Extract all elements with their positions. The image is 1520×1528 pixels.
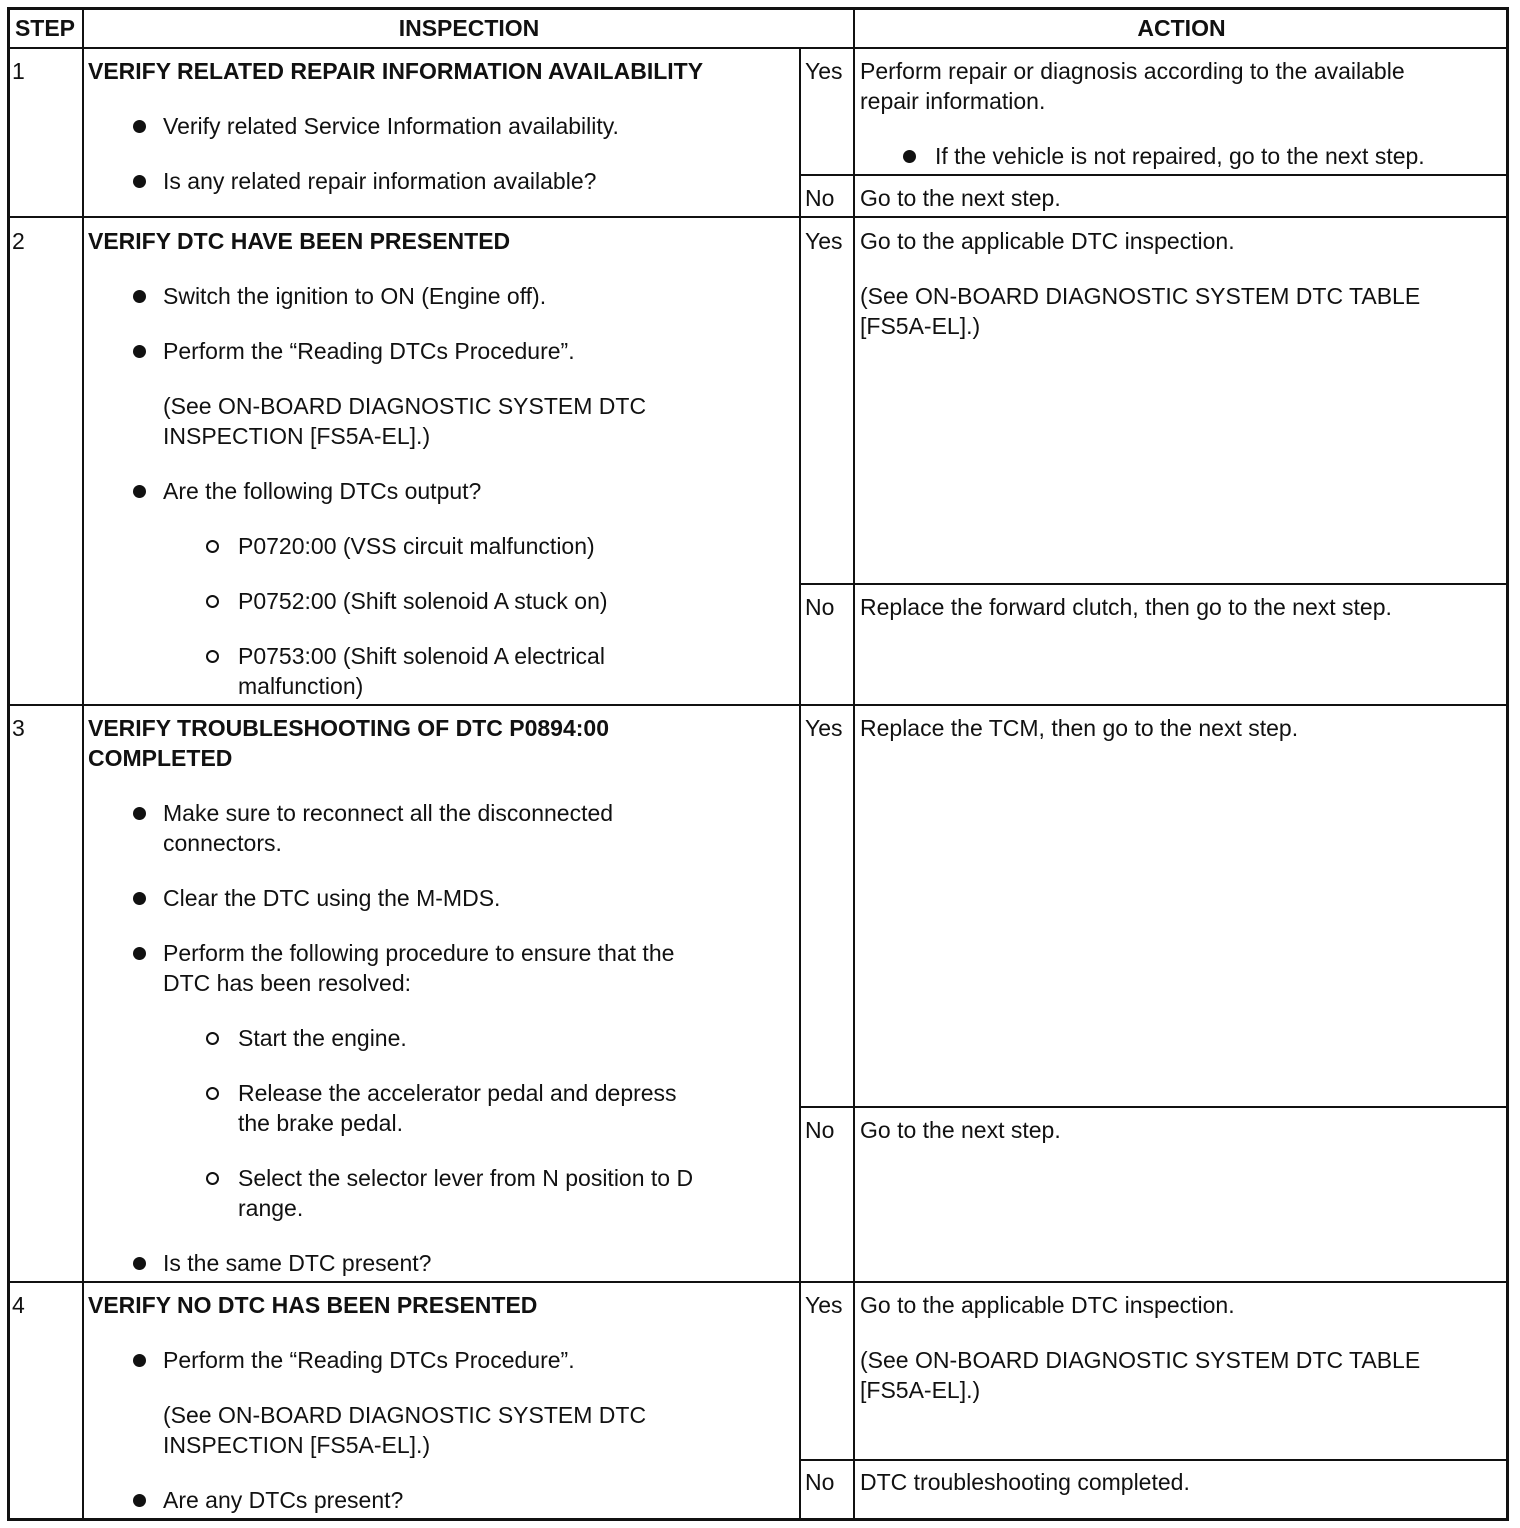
step-title: VERIFY DTC HAVE BEEN PRESENTED: [88, 228, 511, 254]
bullet-icon: [133, 807, 146, 820]
sub-bullet-text: Select the selector lever from N position to D: [238, 1165, 694, 1191]
sub-bullet-text: Start the engine.: [238, 1025, 407, 1051]
yes-no-divider-1: [800, 174, 1508, 176]
action-text: Go to the applicable DTC inspection.: [860, 228, 1235, 254]
sub-bullet-text: range.: [238, 1195, 304, 1221]
note-text: INSPECTION [FS5A-EL].): [163, 423, 431, 449]
sub-bullet-text: P0752:00 (Shift solenoid A stuck on): [238, 588, 608, 614]
yes-label: Yes: [805, 1292, 843, 1318]
step-title: VERIFY NO DTC HAS BEEN PRESENTED: [88, 1292, 538, 1318]
sub-bullet-text: the brake pedal.: [238, 1110, 403, 1136]
no-label: No: [805, 185, 835, 211]
step-number: 1: [12, 58, 25, 84]
bullet-text: DTC has been resolved:: [163, 970, 412, 996]
bullet-text: Perform the following procedure to ensure that the: [163, 940, 675, 966]
action-text: Go to the next step.: [860, 185, 1061, 211]
step-title: VERIFY TROUBLESHOOTING OF DTC P0894:00: [88, 715, 610, 741]
yes-label: Yes: [805, 715, 843, 741]
step-title: VERIFY RELATED REPAIR INFORMATION AVAILABILITY: [88, 58, 704, 84]
sub-bullet-text: P0753:00 (Shift solenoid A electrical: [238, 643, 605, 669]
action-note: [FS5A-EL].): [860, 1377, 981, 1403]
col-divider-action: [853, 8, 855, 1520]
no-label: No: [805, 1117, 835, 1143]
sub-bullet-icon: [206, 650, 219, 663]
bullet-icon: [903, 150, 916, 163]
action-text: DTC troubleshooting completed.: [860, 1469, 1190, 1495]
bullet-text: Verify related Service Information availability.: [163, 113, 619, 139]
bullet-text: Is the same DTC present?: [163, 1250, 432, 1276]
bullet-icon: [133, 947, 146, 960]
action-text: Go to the applicable DTC inspection.: [860, 1292, 1235, 1318]
sub-bullet-icon: [206, 595, 219, 608]
header-step: STEP: [14, 15, 76, 41]
yes-no-divider-4: [800, 1459, 1508, 1461]
bullet-icon: [133, 120, 146, 133]
action-text: repair information.: [860, 88, 1046, 114]
row-divider-3: [8, 1281, 1508, 1283]
bullet-icon: [133, 1354, 146, 1367]
bullet-icon: [133, 1494, 146, 1507]
step-number: 4: [12, 1292, 25, 1318]
col-divider-inspection: [799, 48, 801, 1520]
header-action: ACTION: [1137, 15, 1226, 41]
bullet-text: Perform the “Reading DTCs Procedure”.: [163, 1347, 575, 1373]
sub-bullet-text: P0720:00 (VSS circuit malfunction): [238, 533, 595, 559]
bullet-icon: [133, 345, 146, 358]
yes-no-divider-2: [800, 583, 1508, 585]
sub-bullet-icon: [206, 1172, 219, 1185]
action-text: Replace the TCM, then go to the next step.: [860, 715, 1299, 741]
bullet-text: Perform the “Reading DTCs Procedure”.: [163, 338, 575, 364]
action-note: (See ON-BOARD DIAGNOSTIC SYSTEM DTC TABLE: [860, 283, 1421, 309]
bullet-icon: [133, 290, 146, 303]
col-divider-step: [82, 8, 84, 1520]
step-number: 3: [12, 715, 25, 741]
yes-no-divider-3: [800, 1106, 1508, 1108]
bullet-icon: [133, 892, 146, 905]
header-inspection: INSPECTION: [398, 15, 540, 41]
step-number: 2: [12, 228, 25, 254]
no-label: No: [805, 594, 835, 620]
action-note: (See ON-BOARD DIAGNOSTIC SYSTEM DTC TABLE: [860, 1347, 1421, 1373]
bullet-icon: [133, 175, 146, 188]
bullet-text: connectors.: [163, 830, 282, 856]
bullet-icon: [133, 485, 146, 498]
yes-label: Yes: [805, 228, 843, 254]
action-note: [FS5A-EL].): [860, 313, 981, 339]
yes-label: Yes: [805, 58, 843, 84]
note-text: (See ON-BOARD DIAGNOSTIC SYSTEM DTC: [163, 393, 647, 419]
no-label: No: [805, 1469, 835, 1495]
sub-bullet-icon: [206, 540, 219, 553]
bullet-text: Clear the DTC using the M-MDS.: [163, 885, 501, 911]
bullet-text: Make sure to reconnect all the disconnected: [163, 800, 614, 826]
bullet-text: Switch the ignition to ON (Engine off).: [163, 283, 547, 309]
bullet-text: Are the following DTCs output?: [163, 478, 482, 504]
bullet-icon: [133, 1257, 146, 1270]
row-divider-1: [8, 216, 1508, 218]
step-title: COMPLETED: [88, 745, 233, 771]
bullet-text: Are any DTCs present?: [163, 1487, 404, 1513]
action-text: Replace the forward clutch, then go to the next step.: [860, 594, 1392, 620]
sub-bullet-icon: [206, 1087, 219, 1100]
sub-bullet-icon: [206, 1032, 219, 1045]
note-text: (See ON-BOARD DIAGNOSTIC SYSTEM DTC: [163, 1402, 647, 1428]
action-text: Perform repair or diagnosis according to the available: [860, 58, 1405, 84]
sub-bullet-text: malfunction): [238, 673, 364, 699]
action-bullet-text: If the vehicle is not repaired, go to the next step.: [935, 143, 1425, 169]
sub-bullet-text: Release the accelerator pedal and depress: [238, 1080, 677, 1106]
note-text: INSPECTION [FS5A-EL].): [163, 1432, 431, 1458]
row-divider-2: [8, 704, 1508, 706]
bullet-text: Is any related repair information available?: [163, 168, 597, 194]
action-text: Go to the next step.: [860, 1117, 1061, 1143]
